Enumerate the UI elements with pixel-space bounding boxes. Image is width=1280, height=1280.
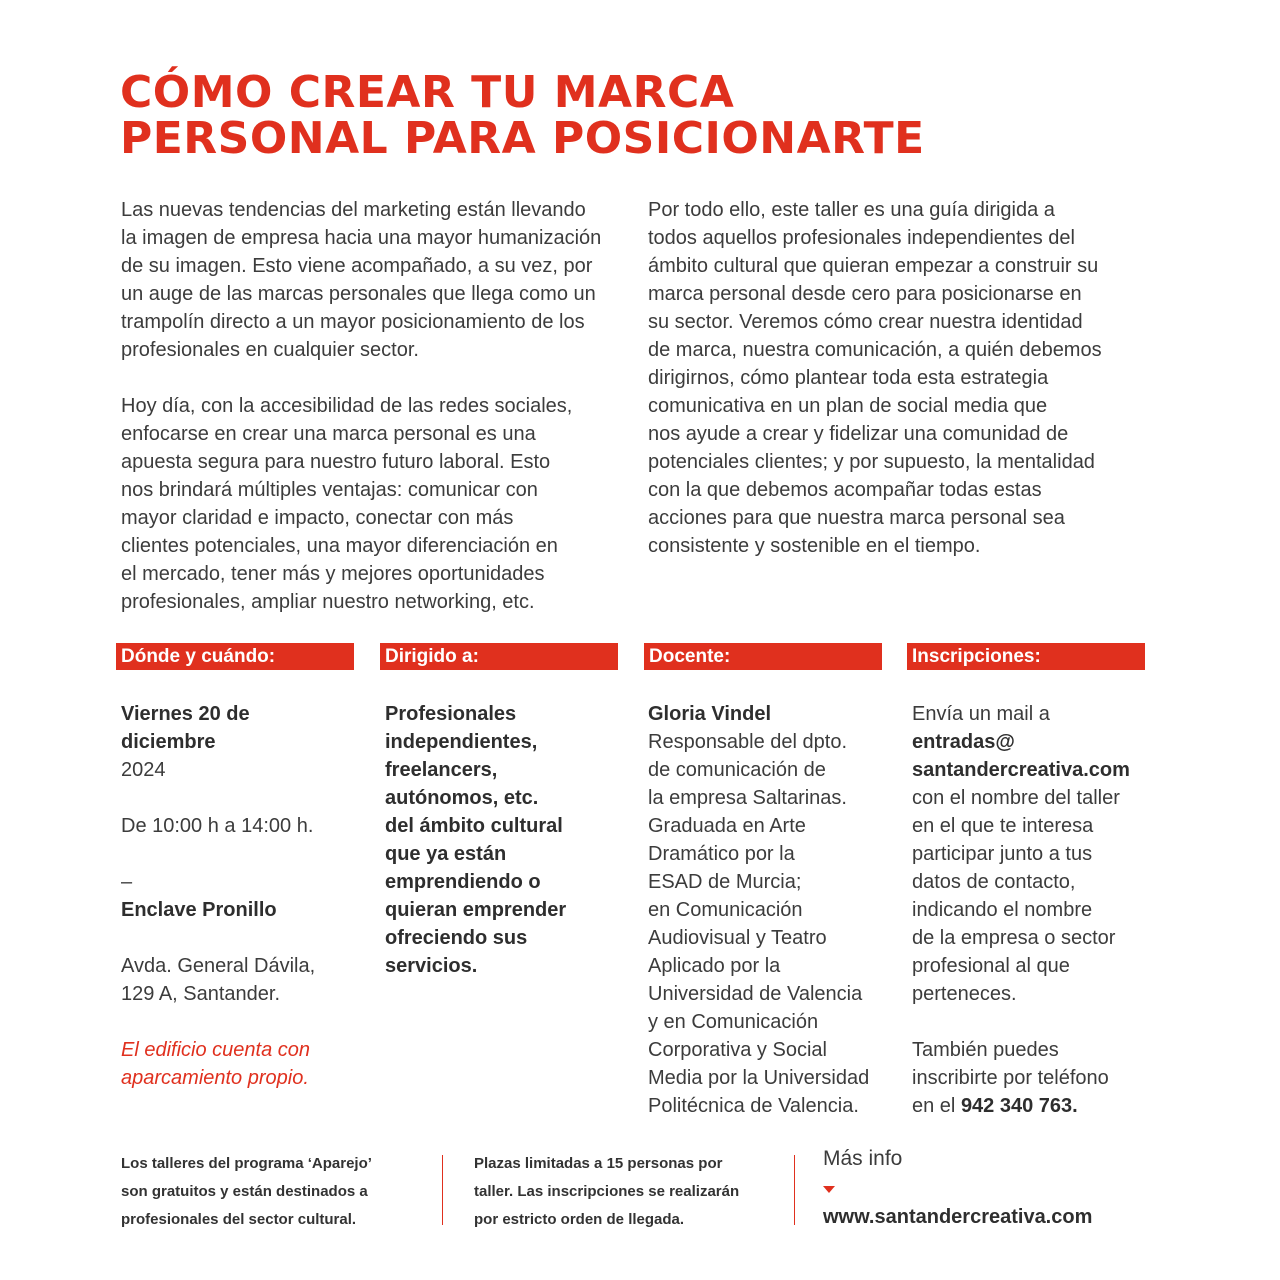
page-title bbox=[120, 67, 1160, 164]
text-line: Aplicado por la bbox=[648, 955, 781, 977]
title-line-1: CÓMO CREAR TU MARCA bbox=[120, 67, 735, 118]
footer-divider-1 bbox=[442, 1155, 443, 1225]
parking-note bbox=[121, 1036, 371, 1092]
teacher-bio bbox=[648, 728, 898, 1120]
intro-paragraph-2 bbox=[121, 392, 621, 616]
text-line: quieran emprender bbox=[385, 899, 567, 921]
signup-phone[interactable]: 942 340 763. bbox=[960, 1095, 1078, 1117]
text-line: Los talleres del programa ‘Aparejo’ bbox=[121, 1155, 372, 1172]
text-line: perteneces. bbox=[912, 983, 1017, 1005]
text-line: Graduada en Arte bbox=[648, 815, 806, 837]
arrow-down-icon bbox=[823, 1186, 835, 1193]
text-line: emprendiendo o bbox=[385, 871, 541, 893]
text-line: su sector. Veremos cómo crear nuestra identidad bbox=[648, 311, 1083, 333]
text-line: diciembre bbox=[121, 731, 216, 753]
signup-column bbox=[912, 700, 1162, 1120]
text-line: consistente y sostenible en el tiempo. bbox=[648, 535, 981, 557]
more-info-label: Más info bbox=[823, 1147, 903, 1170]
header-where-when: Dónde y cuándo: bbox=[116, 643, 354, 670]
text-line: en el que te interesa bbox=[912, 815, 1094, 837]
text-line: 129 A, Santander. bbox=[121, 983, 281, 1005]
text-line: profesionales, ampliar nuestro networking, etc. bbox=[121, 591, 535, 613]
text-line: en Comunicación bbox=[648, 899, 803, 921]
footer-divider-2 bbox=[794, 1155, 795, 1225]
text-line: todos aquellos profesionales independientes del bbox=[648, 227, 1075, 249]
intro-left-column bbox=[121, 196, 621, 644]
text-line: ofreciendo sus bbox=[385, 927, 528, 949]
signup-email-part2[interactable]: santandercreativa.com bbox=[912, 759, 1130, 781]
text-line: participar junto a tus bbox=[912, 843, 1093, 865]
text-line: Profesionales bbox=[385, 703, 517, 725]
text-line: profesional al que bbox=[912, 955, 1070, 977]
text-line: nos ayude a crear y fidelizar una comunidad de bbox=[648, 423, 1069, 445]
text-line: ámbito cultural que quieran empezar a construir su bbox=[648, 255, 1099, 277]
teacher-column bbox=[648, 700, 898, 1120]
text-line: la imagen de empresa hacia una mayor humanización bbox=[121, 227, 602, 249]
text-line: potenciales clientes; y por supuesto, la mentalidad bbox=[648, 451, 1095, 473]
venue-name: Enclave Pronillo bbox=[121, 899, 277, 921]
venue-address bbox=[121, 952, 371, 1008]
text-line: clientes potenciales, una mayor diferenciación en bbox=[121, 535, 558, 557]
text-line: de comunicación de bbox=[648, 759, 826, 781]
text-line: Responsable del dpto. bbox=[648, 731, 848, 753]
text-line: Politécnica de Valencia. bbox=[648, 1095, 859, 1117]
text-line: un auge de las marcas personales que llega como un bbox=[121, 283, 596, 305]
text-line: marca personal desde cero para posicionarse en bbox=[648, 283, 1082, 305]
signup-phone-line bbox=[912, 1092, 1162, 1120]
text-line: servicios. bbox=[385, 955, 478, 977]
text-line: el mercado, tener más y mejores oportunidades bbox=[121, 563, 545, 585]
text-line: autónomos, etc. bbox=[385, 787, 539, 809]
text-line: con el nombre del taller bbox=[912, 787, 1120, 809]
text-line: profesionales del sector cultural. bbox=[121, 1211, 357, 1228]
where-when-column bbox=[121, 700, 371, 1092]
text-line: El edificio cuenta con bbox=[121, 1039, 311, 1061]
text-line: son gratuitos y están destinados a bbox=[121, 1183, 368, 1200]
text-line: Hoy día, con la accesibilidad de las redes sociales, bbox=[121, 395, 573, 417]
text-line: apuesta segura para nuestro futuro laboral. Esto bbox=[121, 451, 551, 473]
event-year: 2024 bbox=[121, 759, 166, 781]
text-line: de la empresa o sector bbox=[912, 927, 1116, 949]
text-line: mayor claridad e impacto, conectar con más bbox=[121, 507, 514, 529]
text-line: dirigirnos, cómo plantear toda esta estrategia bbox=[648, 367, 1049, 389]
text-line: Avda. General Dávila, bbox=[121, 955, 316, 977]
text-line: del ámbito cultural bbox=[385, 815, 563, 837]
event-time: De 10:00 h a 14:00 h. bbox=[121, 815, 314, 837]
text-line: acciones para que nuestra marca personal sea bbox=[648, 507, 1065, 529]
separator-dash: – bbox=[121, 871, 133, 893]
footer-note-limited bbox=[474, 1150, 739, 1234]
text-line: enfocarse en crear una marca personal es una bbox=[121, 423, 536, 445]
text-line: la empresa Saltarinas. bbox=[648, 787, 847, 809]
teacher-name: Gloria Vindel bbox=[648, 703, 771, 725]
intro-right-column bbox=[648, 196, 1148, 588]
text-line: taller. Las inscripciones se realizarán bbox=[474, 1183, 740, 1200]
text-line: datos de contacto, bbox=[912, 871, 1076, 893]
header-audience: Dirigido a: bbox=[380, 643, 618, 670]
text-line: que ya están bbox=[385, 843, 507, 865]
text-line: Viernes 20 de bbox=[121, 703, 250, 725]
phone-prefix: en el bbox=[912, 1095, 956, 1117]
title-line-2: PERSONAL PARA POSICIONARTE bbox=[120, 113, 925, 164]
text-line: Por todo ello, este taller es una guía dirigida a bbox=[648, 199, 1055, 221]
signup-phone-text bbox=[912, 1036, 1162, 1092]
text-line: Plazas limitadas a 15 personas por bbox=[474, 1155, 723, 1172]
header-signup: Inscripciones: bbox=[907, 643, 1145, 670]
text-line: trampolín directo a un mayor posicionamiento de los bbox=[121, 311, 585, 333]
text-line: ESAD de Murcia; bbox=[648, 871, 802, 893]
text-line: nos brindará múltiples ventajas: comunicar con bbox=[121, 479, 538, 501]
text-line: por estricto orden de llegada. bbox=[474, 1211, 685, 1228]
footer-note-free bbox=[121, 1150, 372, 1234]
intro-paragraph-3 bbox=[648, 196, 1148, 560]
text-line: de su imagen. Esto viene acompañado, a su vez, por bbox=[121, 255, 593, 277]
header-teacher: Docente: bbox=[644, 643, 882, 670]
website-link[interactable]: www.santandercreativa.com bbox=[823, 1206, 1093, 1228]
signup-email-part1[interactable]: entradas@ bbox=[912, 731, 1015, 753]
text-line: Corporativa y Social bbox=[648, 1039, 827, 1061]
text-line: con la que debemos acompañar todas estas bbox=[648, 479, 1042, 501]
text-line: Universidad de Valencia bbox=[648, 983, 863, 1005]
text-line: Media por la Universidad bbox=[648, 1067, 870, 1089]
text-line: y en Comunicación bbox=[648, 1011, 819, 1033]
text-line: profesionales en cualquier sector. bbox=[121, 339, 419, 361]
signup-body bbox=[912, 784, 1162, 1008]
text-line: Audiovisual y Teatro bbox=[648, 927, 827, 949]
event-date bbox=[121, 700, 371, 756]
signup-intro: Envía un mail a bbox=[912, 703, 1050, 725]
text-line: freelancers, bbox=[385, 759, 498, 781]
text-line: aparcamiento propio. bbox=[121, 1067, 309, 1089]
text-line: de marca, nuestra comunicación, a quién debemos bbox=[648, 339, 1102, 361]
text-line: inscribirte por teléfono bbox=[912, 1067, 1109, 1089]
text-line: También puedes bbox=[912, 1039, 1059, 1061]
text-line: Las nuevas tendencias del marketing están llevando bbox=[121, 199, 586, 221]
text-line: Dramático por la bbox=[648, 843, 795, 865]
audience-column bbox=[385, 700, 635, 980]
text-line: indicando el nombre bbox=[912, 899, 1093, 921]
text-line: independientes, bbox=[385, 731, 538, 753]
intro-paragraph-1 bbox=[121, 196, 621, 364]
text-line: comunicativa en un plan de social media que bbox=[648, 395, 1048, 417]
